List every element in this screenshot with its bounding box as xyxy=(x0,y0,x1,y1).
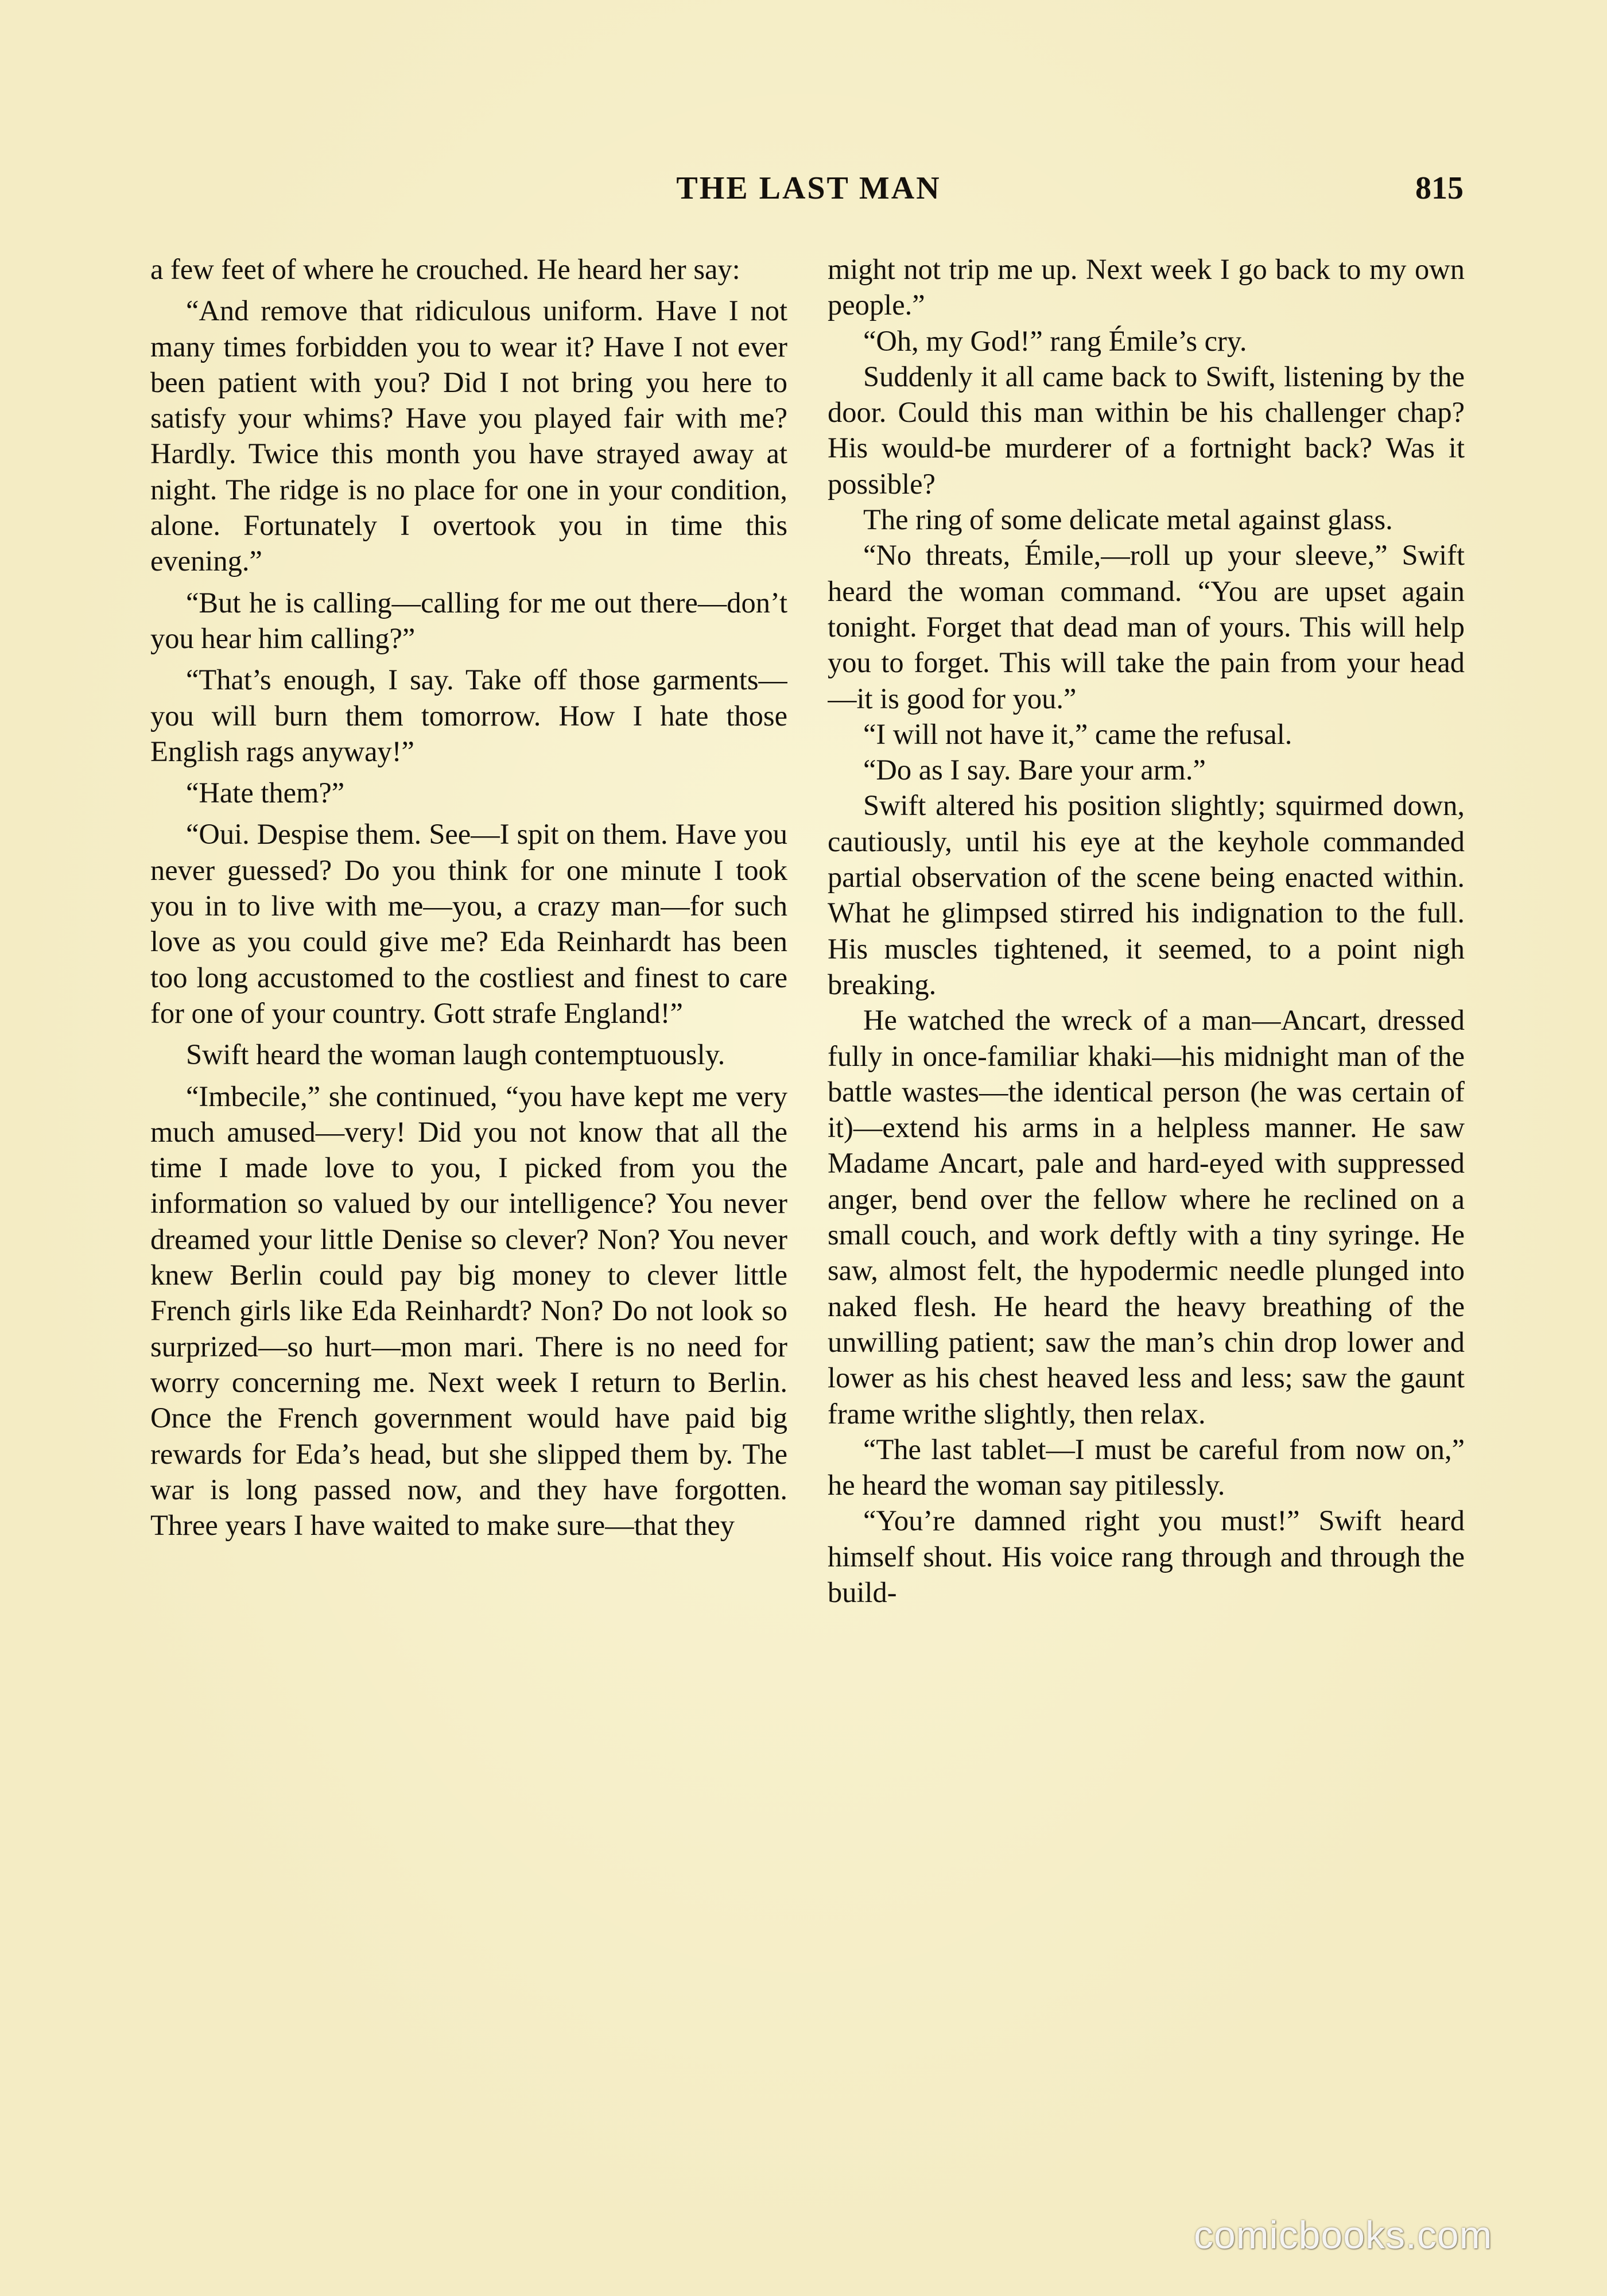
paragraph: “Oh, my God!” rang Émile’s cry. xyxy=(863,324,1247,357)
paragraph: “Oui. Despise them. See—I spit on them. Have you never guessed? Do you think for one minute I took you in to live with me—you, a crazy man—for such love as you could give me? Eda Reinhardt has been too long accustomed to the costliest and finest to care for one of your country. Gott strafe England!” xyxy=(150,818,787,1029)
paragraph: “But he is calling—calling for me out there—don’t you hear him calling?” xyxy=(150,586,787,654)
paragraph: “The last tablet—I must be careful from now on,” he heard the woman say pitilessly. xyxy=(828,1433,1465,1502)
paragraph: a few feet of where he crouched. He heard her say: xyxy=(150,253,740,285)
paragraph: Swift altered his position slightly; squirmed down, cautiously, until his eye at the keyhole commanded partial observation of the scene being enacted within. What he glimpsed stirred his indignation to the full. His muscles tightened, it seemed, to a point nigh breaking. xyxy=(828,789,1465,1000)
page-title: THE LAST MAN xyxy=(676,170,941,206)
paragraph: might not trip me up. Next week I go back to my own people.” xyxy=(828,253,1465,321)
paragraph: He watched the wreck of a man—Ancart, dressed fully in once-familiar khaki—his midnight man of the battle wastes—the identical person (he was certain of it)—extend his arms in a helpless manner. He saw Madame Ancart, pale and hard-eyed with suppressed anger, bend over the fellow where he reclined on a small couch, and work deftly with a tiny syringe. He saw, almost felt, the hypodermic needle plunged into naked flesh. He heard the heavy breathing of the unwilling patient; saw the man’s chin drop lower and lower as his chest heaved less and less; saw the gaunt frame writhe slightly, then relax. xyxy=(828,1004,1465,1430)
paragraph: “Hate them?” xyxy=(186,777,345,809)
paragraph: “I will not have it,” came the refusal. xyxy=(863,718,1292,750)
paragraph: “And remove that ridiculous uniform. Have I not many times forbidden you to wear it? Have I not ever been patient with you? Did I not bring you here to satisfy your whims? Have you played fair with me? Hardly. Twice this month you have strayed away at night. The ridge is no place for one in your condition, alone. Fortunately I overtook you in time this evening.” xyxy=(150,294,787,577)
watermark: comicbooks.com xyxy=(1194,2213,1493,2257)
paragraph: “You’re damned right you must!” Swift heard himself shout. His voice rang through and through the build- xyxy=(828,1504,1465,1608)
right-column xyxy=(828,251,1465,2128)
left-column xyxy=(150,251,787,2128)
paragraph: “Imbecile,” she continued, “you have kept me very much amused—very! Did you not know that all the time I made love to you, I picked from you the information so valued by our intelligence? You never dreamed your little Denise so clever? Non? You never knew Berlin could pay big money to clever little French girls like Eda Reinhardt? Non? Do not look so surprized—so hurt—mon mari. There is no need for worry concerning me. Next week I return to Berlin. Once the French government would have paid big rewards for Eda’s head, but she slipped them by. The war is long passed now, and they have forgotten. Three years I have waited to make sure—that they xyxy=(150,1080,787,1542)
paragraph: “That’s enough, I say. Take off those garments—you will burn them tomorrow. How I hate those English rags anyway!” xyxy=(150,664,787,767)
paragraph: Swift heard the woman laugh contemptuously. xyxy=(186,1038,725,1071)
page-number: 815 xyxy=(1415,170,1464,206)
paragraph: The ring of some delicate metal against glass. xyxy=(863,503,1393,536)
paragraph: “Do as I say. Bare your arm.” xyxy=(863,754,1206,786)
running-head xyxy=(154,170,1464,216)
text-columns xyxy=(150,251,1465,2128)
paragraph: “No threats, Émile,—roll up your sleeve,” Swift heard the woman command. “You are upset again tonight. Forget that dead man of yours. This will help you to forget. This will take the pain from your head—it is good for you.” xyxy=(828,539,1465,715)
paragraph: Suddenly it all came back to Swift, listening by the door. Could this man within be his challenger chap? His would-be murderer of a fortnight back? Was it possible? xyxy=(828,360,1465,500)
